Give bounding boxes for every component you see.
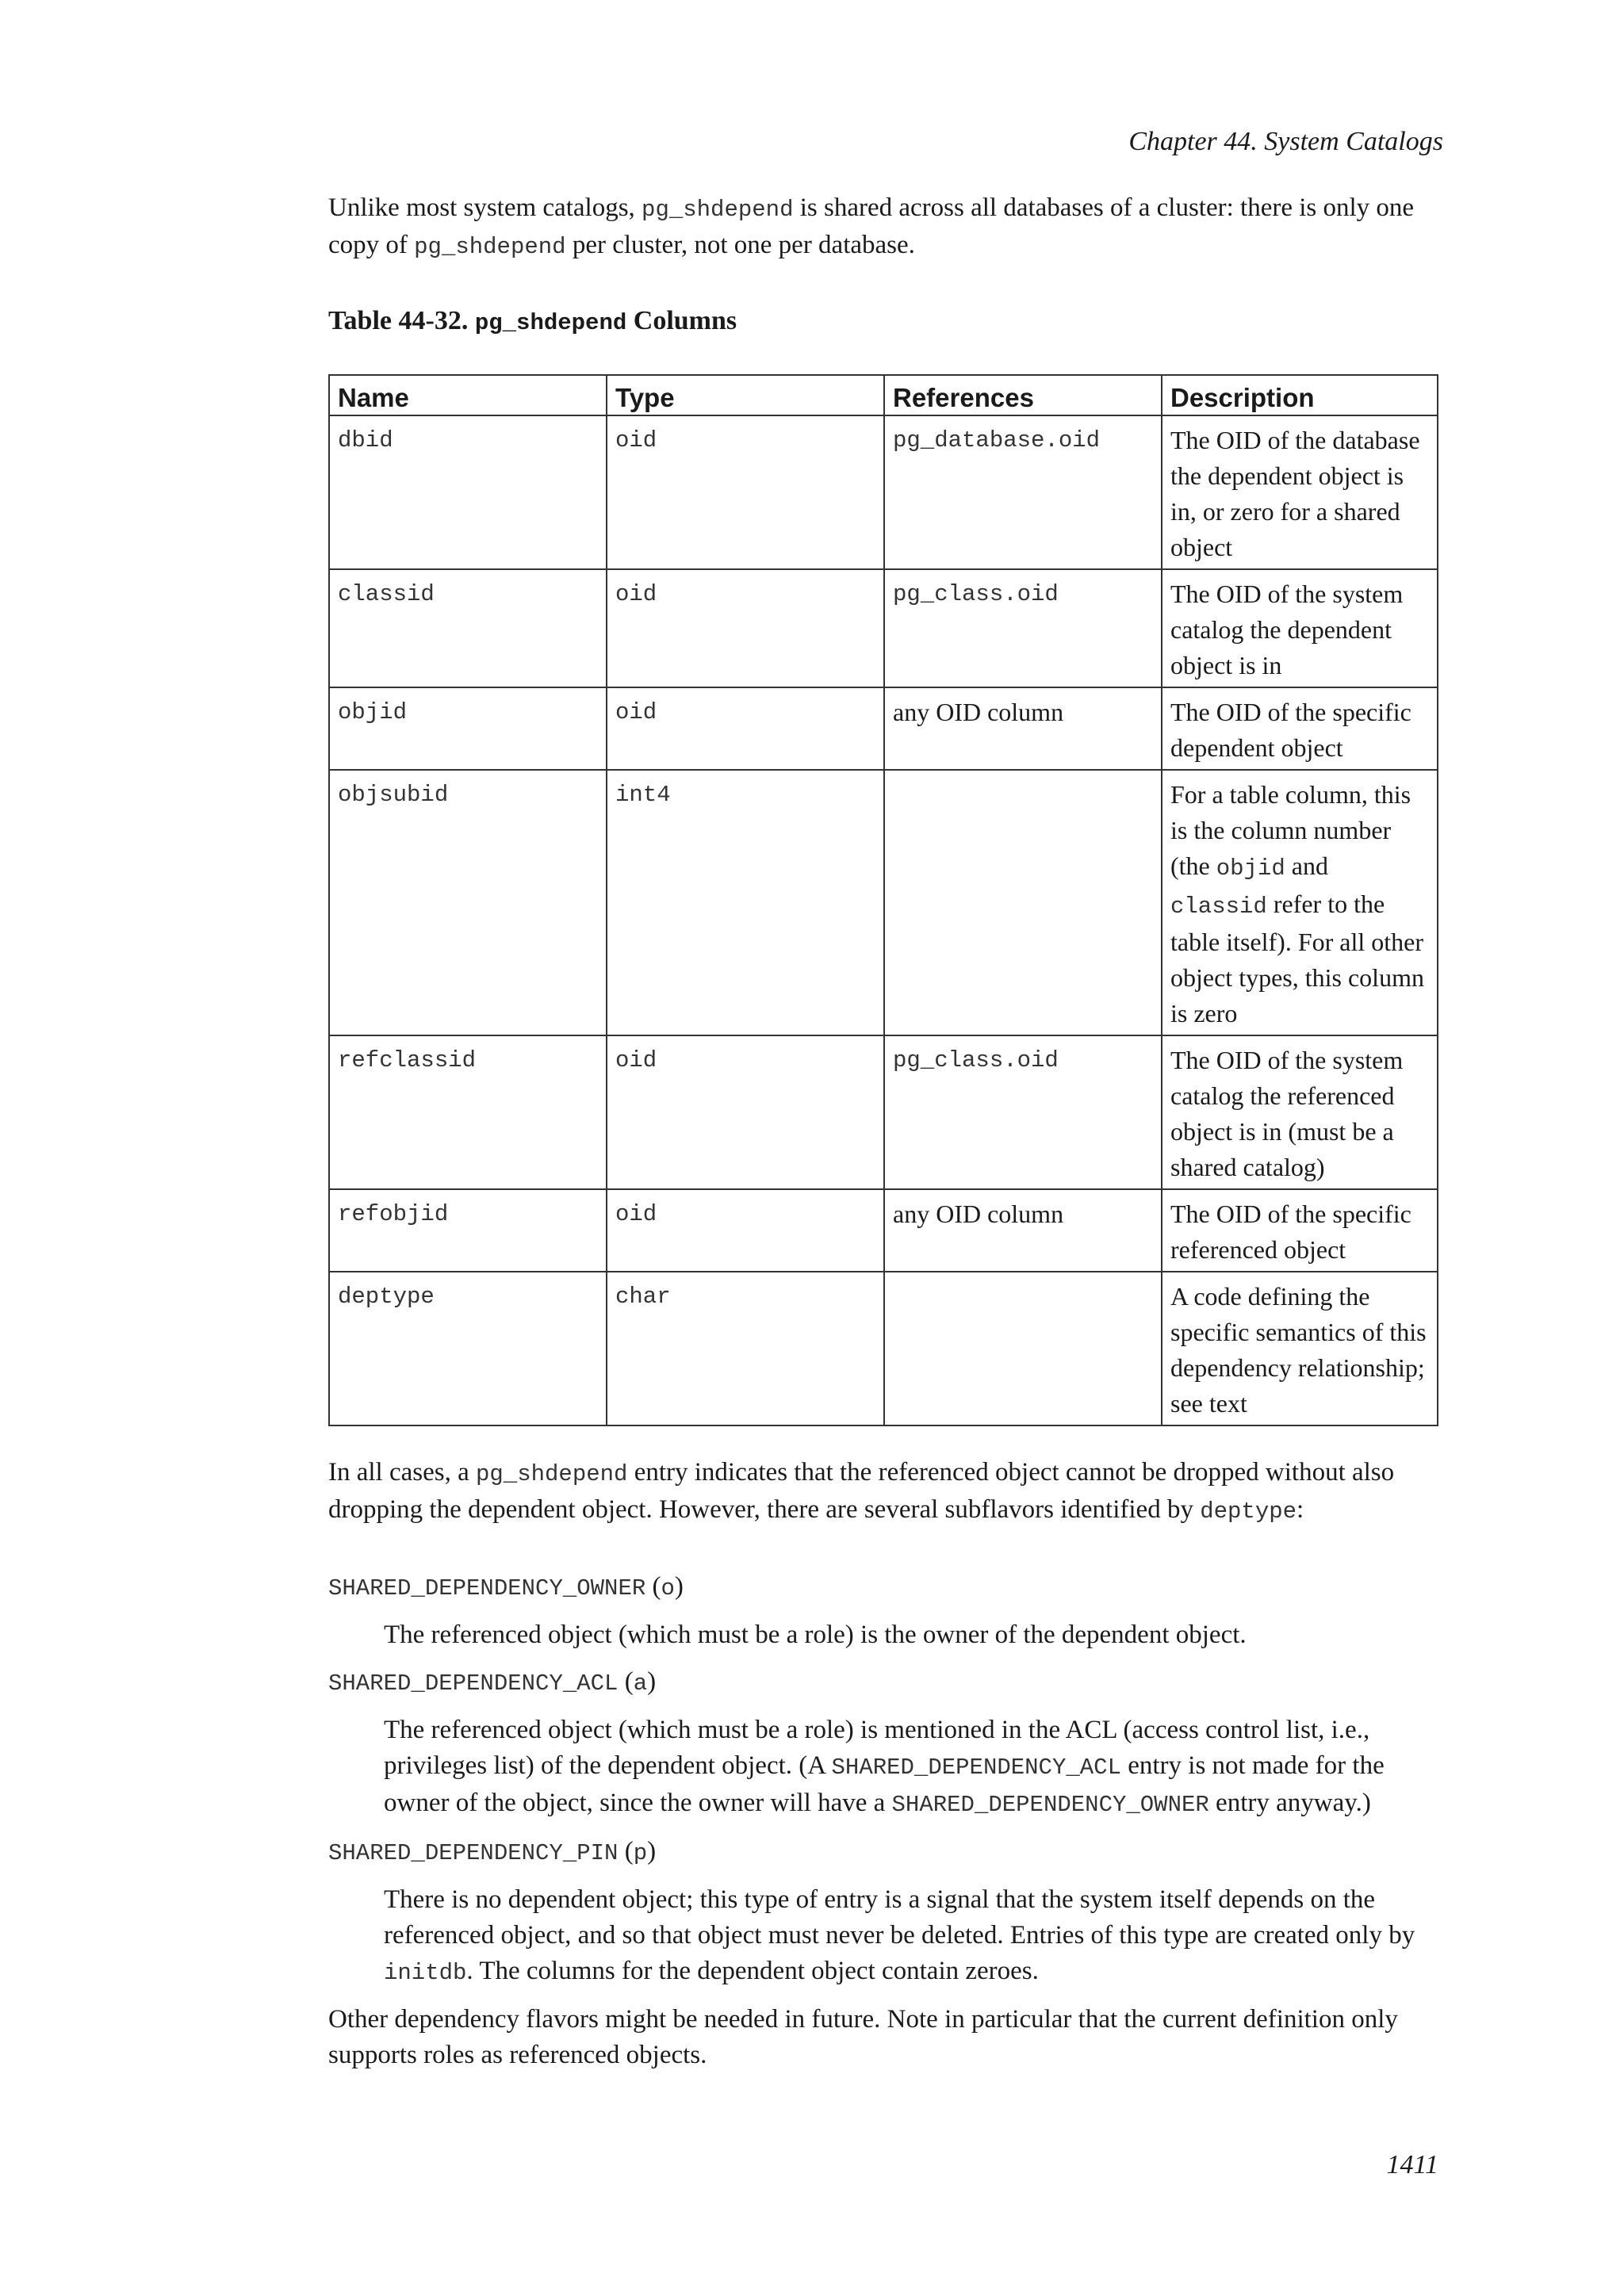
- cell-type: oid: [607, 1189, 884, 1272]
- chapter-header: Chapter 44. System Catalogs: [1128, 127, 1443, 156]
- cell-name: dbid: [329, 415, 607, 569]
- definition-pin: There is no dependent object; this type of entry is a signal that the system itself depends on the referenced object, and so that object must never be deleted. Entries of this type are created only by initdb. The columns for the dependent object contain zeroes.: [384, 1885, 1415, 1986]
- cell-desc: A code defining the specific semantics of this dependency relationship; see text: [1162, 1272, 1438, 1425]
- cell-ref: pg_class.oid: [884, 1035, 1162, 1189]
- inline-code: classid: [1170, 894, 1267, 920]
- cell-ref: pg_database.oid: [884, 415, 1162, 569]
- table-row: [329, 770, 1438, 1035]
- inline-code: SHARED_DEPENDENCY_OWNER: [891, 1792, 1209, 1818]
- cell-ref: any OID column: [884, 1189, 1162, 1272]
- header-type: Type: [607, 375, 884, 415]
- term-acl: SHARED_DEPENDENCY_ACL (a): [328, 1667, 657, 1697]
- cell-type: oid: [607, 415, 884, 569]
- table-row: [329, 1272, 1438, 1425]
- cell-desc: The OID of the specific dependent object: [1162, 687, 1438, 770]
- cell-desc: The OID of the database the dependent object is in, or zero for a shared object: [1162, 415, 1438, 569]
- table-caption: Table 44-32. pg_shdepend Columns: [328, 306, 737, 336]
- table-row: [329, 415, 1438, 569]
- cell-name: objsubid: [329, 770, 607, 1035]
- cell-name: refobjid: [329, 1189, 607, 1272]
- closing-paragraph: Other dependency flavors might be needed in future. Note in particular that the current definition only supports roles as referenced objects.: [328, 2005, 1398, 2069]
- table-header-row: [329, 375, 1438, 415]
- inline-code: pg_shdepend: [642, 197, 794, 223]
- term-owner: SHARED_DEPENDENCY_OWNER (o): [328, 1572, 684, 1601]
- cell-ref: [884, 1272, 1162, 1425]
- inline-code: pg_shdepend: [476, 1461, 628, 1487]
- cell-name: deptype: [329, 1272, 607, 1425]
- dependency-paragraph: In all cases, a pg_shdepend entry indicates that the referenced object cannot be dropped without also dropping the dependent object. However, there are several subflavors identified by deptype:: [328, 1458, 1395, 1525]
- inline-code: SHARED_DEPENDENCY_ACL: [831, 1755, 1121, 1781]
- table-row: [329, 569, 1438, 687]
- table-row: [329, 1035, 1438, 1189]
- cell-type: oid: [607, 687, 884, 770]
- inline-code: initdb: [384, 1960, 467, 1986]
- cell-name: classid: [329, 569, 607, 687]
- cell-type: int4: [607, 770, 884, 1035]
- inline-code: pg_shdepend: [414, 234, 566, 260]
- columns-table: [328, 374, 1438, 1426]
- cell-desc: The OID of the specific referenced object: [1162, 1189, 1438, 1272]
- cell-desc: The OID of the system catalog the referenced object is in (must be a shared catalog): [1162, 1035, 1438, 1189]
- header-name: Name: [329, 375, 607, 415]
- cell-ref: pg_class.oid: [884, 569, 1162, 687]
- cell-name: refclassid: [329, 1035, 607, 1189]
- cell-desc: The OID of the system catalog the dependent object is in: [1162, 569, 1438, 687]
- intro-paragraph: Unlike most system catalogs, pg_shdepend is shared across all databases of a cluster: there is only one copy of pg_shdepend per cluster, not one per database.: [328, 193, 1415, 260]
- cell-type: oid: [607, 1035, 884, 1189]
- definition-owner: The referenced object (which must be a role) is the owner of the dependent object.: [384, 1621, 1247, 1649]
- inline-code: objid: [1216, 855, 1285, 882]
- cell-ref: [884, 770, 1162, 1035]
- table-row: [329, 1189, 1438, 1272]
- inline-code: deptype: [1200, 1498, 1297, 1525]
- page-content: [328, 190, 1435, 2073]
- table-row: [329, 687, 1438, 770]
- definition-acl: The referenced object (which must be a role) is mentioned in the ACL (access control list, i.e., privileges list) of the dependent object. (A SHARED_DEPENDENCY_ACL entry is not made for the owner of the object, since the owner will have a SHARED_DEPENDENCY_OWNER entry anyway.): [384, 1716, 1385, 1818]
- cell-type: oid: [607, 569, 884, 687]
- definition-list: [328, 1569, 1435, 1991]
- header-description: Description: [1162, 375, 1438, 415]
- term-pin: SHARED_DEPENDENCY_PIN (p): [328, 1837, 657, 1866]
- cell-desc: For a table column, this is the column number (the objid and classid refer to the table itself). For all other object types, this column is zero: [1162, 770, 1438, 1035]
- page-number: 1411: [1386, 2150, 1438, 2179]
- cell-ref: any OID column: [884, 687, 1162, 770]
- header-references: References: [884, 375, 1162, 415]
- cell-type: char: [607, 1272, 884, 1425]
- cell-name: objid: [329, 687, 607, 770]
